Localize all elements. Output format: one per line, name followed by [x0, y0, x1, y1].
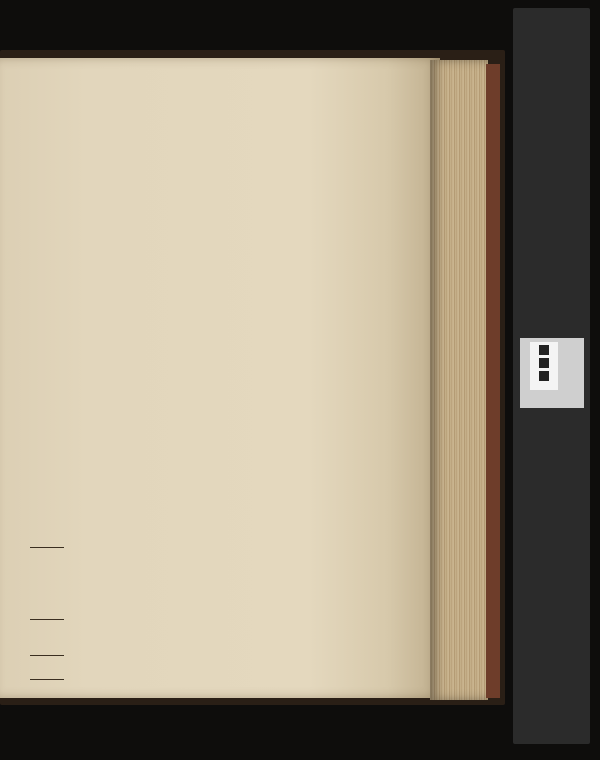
cover-edge [486, 64, 500, 698]
golden-thread-label [520, 338, 584, 408]
ditto-dash [30, 655, 64, 656]
qr-tag-icon [530, 342, 558, 390]
ditto-dash [30, 619, 64, 620]
ditto-dash [30, 679, 64, 680]
ditto-dash [30, 547, 64, 548]
